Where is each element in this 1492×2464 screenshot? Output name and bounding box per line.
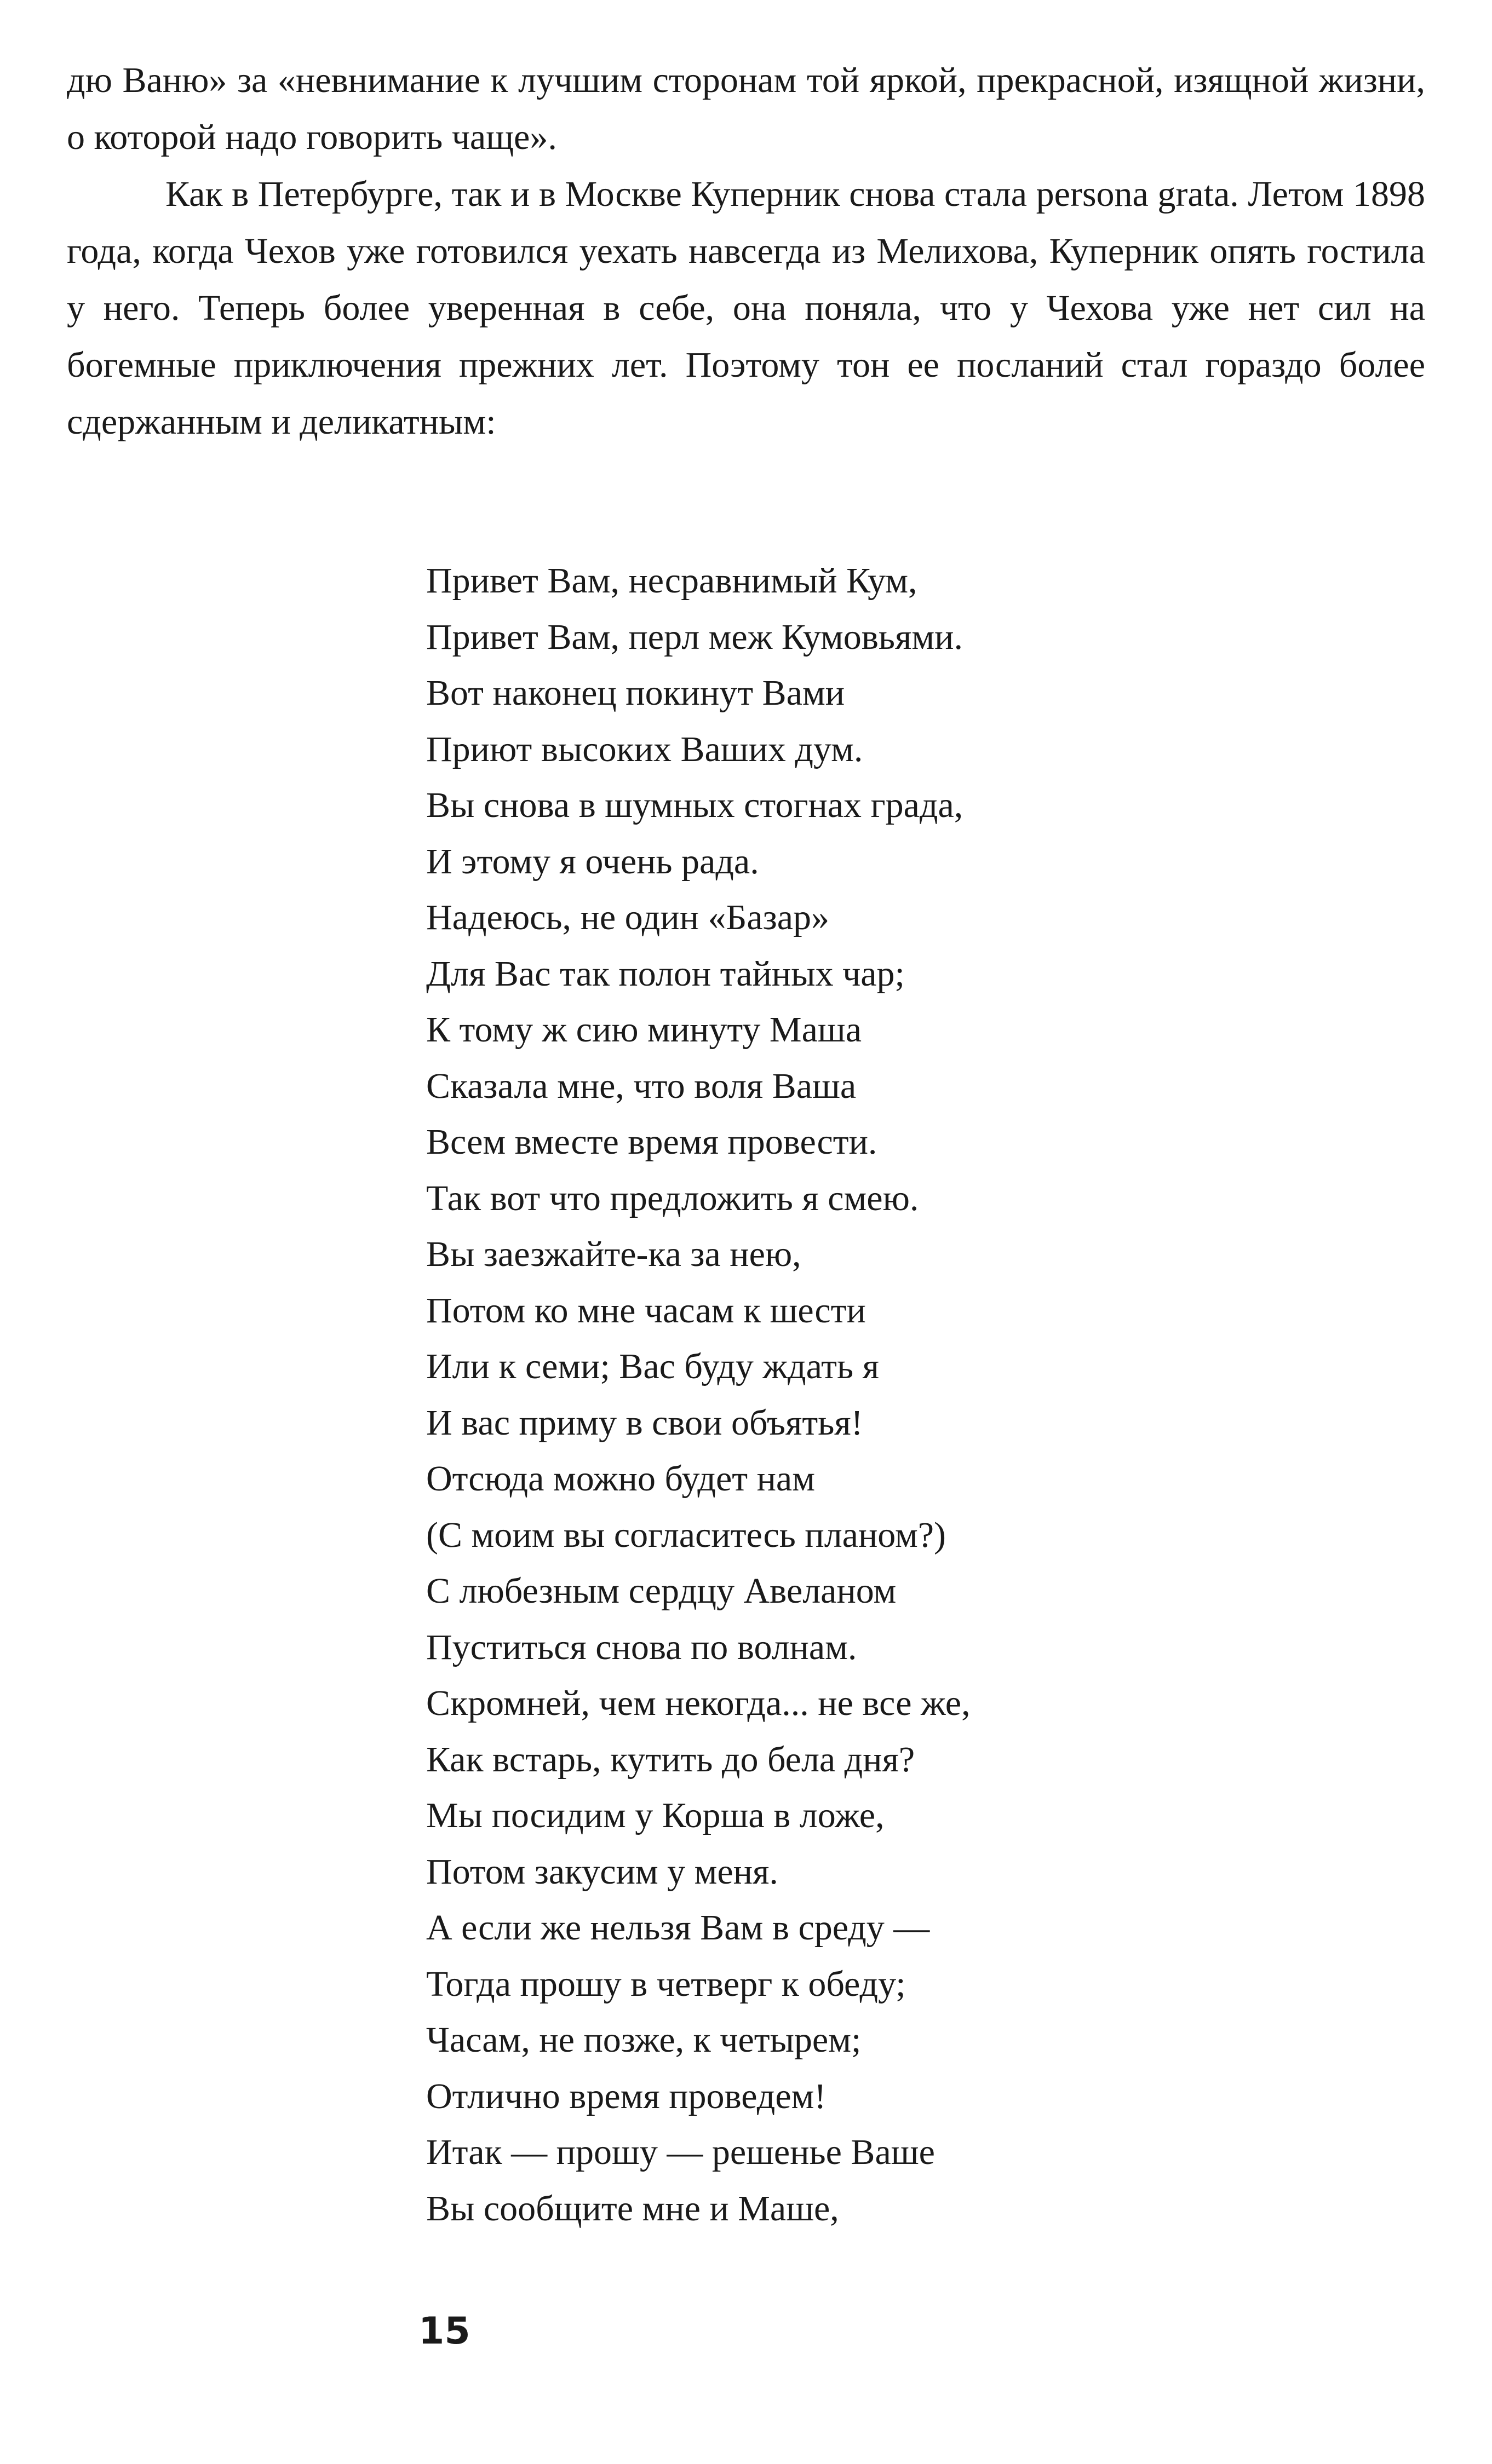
poem-line: Скромней, чем некогда... не все же, (426, 1683, 971, 1723)
poem-line: Привет Вам, перл меж Кумовьями. (426, 617, 963, 657)
poem-line: Привет Вам, несравнимый Кум, (426, 561, 917, 601)
paragraph-continuation: дю Ваню» за «невнимание к лучшим сторонам той яркой, прекрасной, изящной жизни, о которой надо говорить чаще». (67, 60, 1425, 157)
poem-line: Отсюда можно будет нам (426, 1459, 815, 1499)
poem-line: Вот наконец покинут Вами (426, 673, 845, 713)
poem-line: Мы посидим у Корша в ложе, (426, 1795, 885, 1835)
poem-line: Вы сообщите мне и Маше, (426, 2188, 839, 2229)
poem-line: Всем вместе время провести. (426, 1122, 877, 1162)
poem-line: Отлично время проведем! (426, 2076, 827, 2116)
poem-line: Потом закусим у меня. (426, 1851, 778, 1892)
poem-line: Приют высоких Ваших дум. (426, 729, 863, 769)
poem-line: И вас приму в свои объятья! (426, 1402, 863, 1443)
poem-line: Для Вас так полон тайных чар; (426, 953, 905, 994)
poem-line: Вы заезжайте-ка за нею, (426, 1234, 801, 1274)
poem-line: С любезным сердцу Авеланом (426, 1571, 897, 1611)
poem-line: (С моим вы согласитесь планом?) (426, 1515, 946, 1555)
prose-block (67, 52, 1425, 451)
poem-block (426, 553, 1302, 2237)
paragraph-kuperník-moscow: Как в Петербурге, так и в Москве Куперник снова стала persona grata. Летом 1898 года, когда Чехов уже готовился уехать навсегда из Мелихова, Куперник опять гостила у него. Теперь более уверенная в себе, она поняла, что у Чехова уже нет сил на богемные приключения прежних лет. Поэтому тон ее посланий стал гораздо более сдержанным и деликатным: (67, 174, 1425, 442)
poem-line: Тогда прошу в четверг к обеду; (426, 1964, 906, 2004)
poem-line: Надеюсь, не один «Базар» (426, 897, 830, 937)
poem-line: К тому ж сию минуту Маша (426, 1010, 862, 1050)
poem-line: Так вот что предложить я смею. (426, 1178, 919, 1218)
poem-line: Итак — прошу — решенье Ваше (426, 2132, 935, 2172)
poem-line: А если же нельзя Вам в среду — (426, 1908, 930, 1948)
poem-line: Потом ко мне часам к шести (426, 1290, 866, 1331)
poem-line: Или к семи; Вас буду ждать я (426, 1346, 879, 1386)
page-number: 15 (418, 2310, 470, 2353)
poem-line: И этому я очень рада. (426, 841, 759, 882)
poem-line: Сказала мне, что воля Ваша (426, 1066, 857, 1106)
poem-line: Вы снова в шумных стогнах града, (426, 785, 963, 825)
poem-line: Пуститься снова по волнам. (426, 1627, 857, 1667)
poem-line: Часам, не позже, к четырем; (426, 2020, 862, 2060)
poem-line: Как встарь, кутить до бела дня? (426, 1739, 915, 1780)
